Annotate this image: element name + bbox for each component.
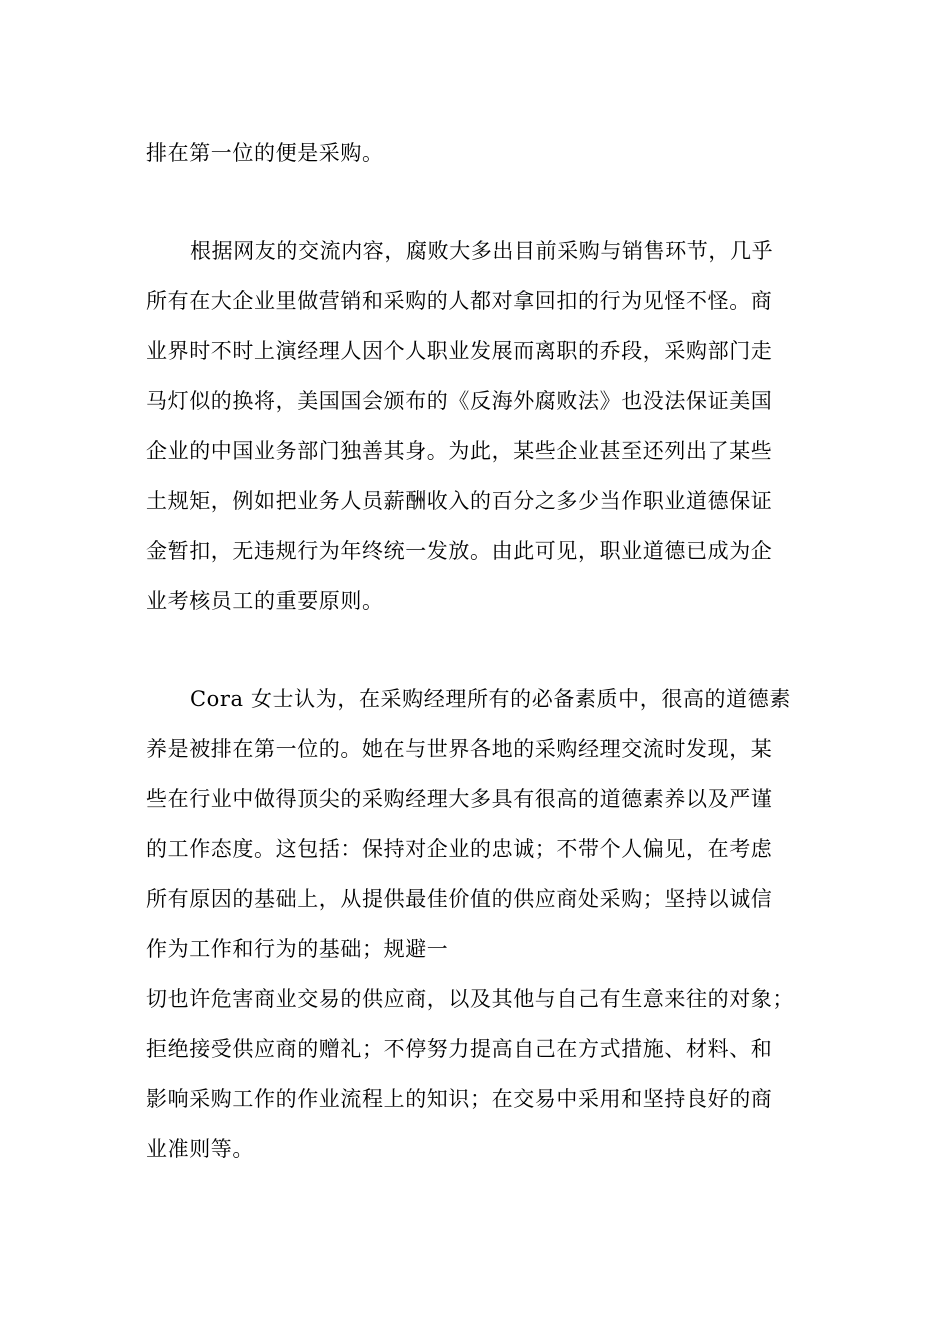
paragraph-2-line-1: 根据网友的交流内容，腐败大多出目前采购与销售环节，几乎	[190, 239, 774, 263]
paragraph-3-line-3: 些在行业中做得顶尖的采购经理大多具有很高的道德素养以及严谨	[146, 787, 773, 811]
paragraph-3-line-8: 拒绝接受供应商的赠礼；不停努力提高自己在方式措施、材料、和	[146, 1037, 773, 1061]
paragraph-2-line-6: 土规矩，例如把业务人员薪酬收入的百分之多少当作职业道德保证	[146, 489, 773, 513]
paragraph-3-line-7: 切也许危害商业交易的供应商，以及其他与自己有生意来往的对象；	[146, 987, 794, 1011]
paragraph-2-line-3: 业界时不时上演经理人因个人职业发展而离职的乔段，采购部门走	[146, 339, 773, 363]
paragraph-1-line-1: 排在第一位的便是采购。	[146, 141, 384, 165]
paragraph-2-line-2: 所有在大企业里做营销和采购的人都对拿回扣的行为见怪不怪。商	[146, 289, 773, 313]
paragraph-3-line-5: 所有原因的基础上，从提供最佳价值的供应商处采购；坚持以诚信	[146, 887, 773, 911]
paragraph-3-line-6: 作为工作和行为的基础；规避一	[146, 937, 449, 961]
paragraph-2-line-8: 业考核员工的重要原则。	[146, 589, 384, 613]
paragraph-3-line-9: 影响采购工作的作业流程上的知识；在交易中采用和坚持良好的商	[146, 1087, 773, 1111]
paragraph-2-line-5: 企业的中国业务部门独善其身。为此，某些企业甚至还列出了某些	[146, 439, 773, 463]
paragraph-3-line-4: 的工作态度。这包括：保持对企业的忠诚；不带个人偏见，在考虑	[146, 837, 773, 861]
paragraph-3-line-1: Cora 女士认为，在采购经理所有的必备素质中，很高的道德素	[190, 687, 791, 711]
paragraph-2-line-7: 金暂扣，无违规行为年终统一发放。由此可见，职业道德已成为企	[146, 539, 773, 563]
paragraph-3-line-2: 养是被排在第一位的。她在与世界各地的采购经理交流时发现，某	[146, 737, 773, 761]
paragraph-3-line-10: 业准则等。	[146, 1137, 254, 1161]
paragraph-2-line-4: 马灯似的换将，美国国会颁布的《反海外腐败法》也没法保证美国	[146, 389, 773, 413]
